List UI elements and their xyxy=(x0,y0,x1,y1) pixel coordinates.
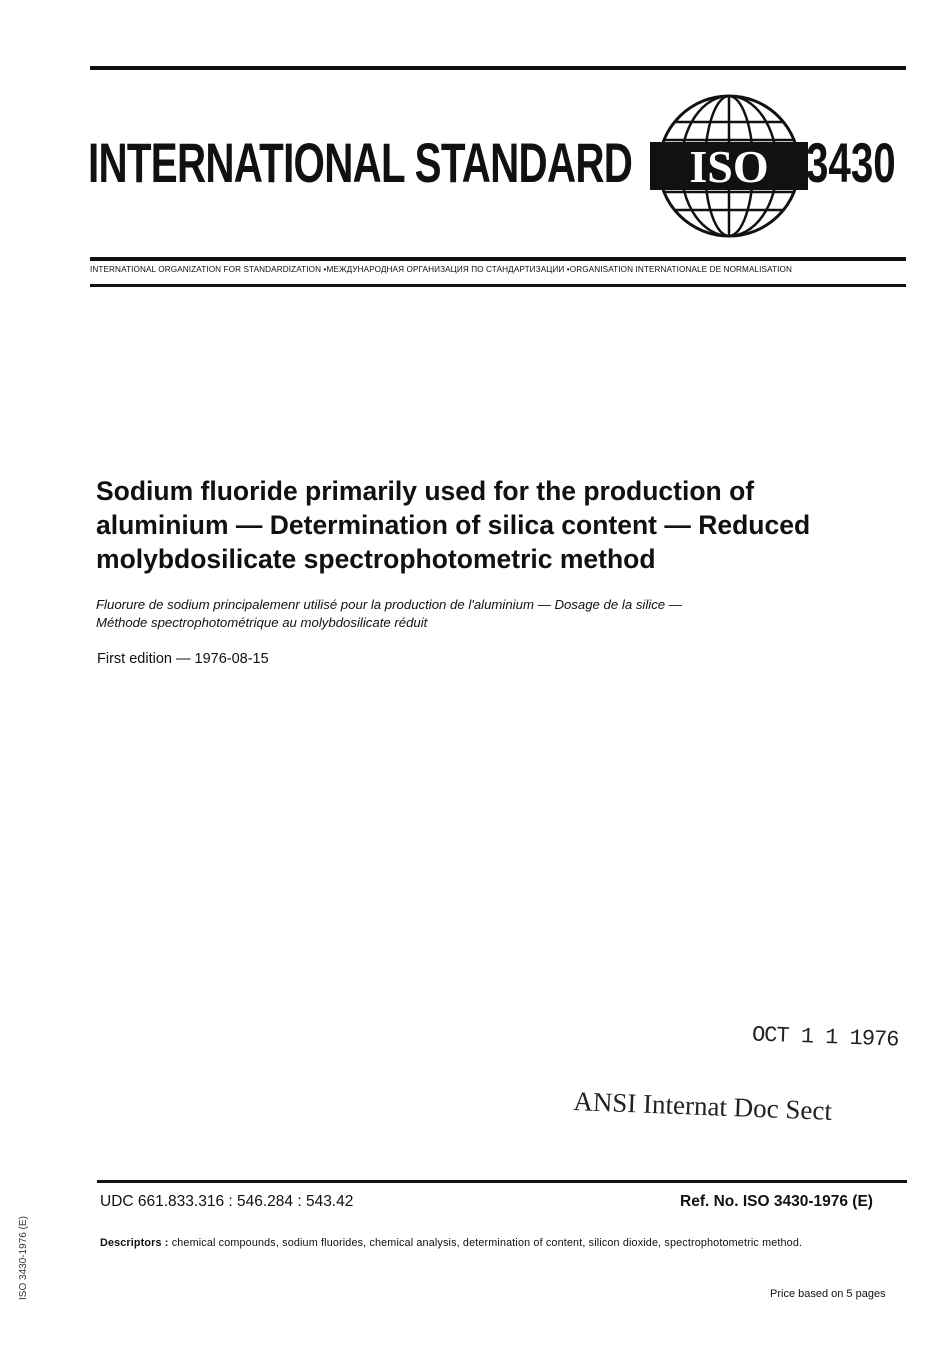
french-title xyxy=(96,596,876,632)
edition-date: First edition — 1976-08-15 xyxy=(97,651,269,667)
svg-text:ISO: ISO xyxy=(689,141,769,192)
document-title xyxy=(96,474,896,576)
french-title-line: Fluorure de sodium principalemenr utilisé pour la production de l'aluminium — Dosage de la silice — xyxy=(96,597,682,612)
footer-rule xyxy=(97,1180,907,1183)
price-note: Price based on 5 pages xyxy=(770,1288,886,1300)
header-rule xyxy=(90,257,906,261)
page-title: INTERNATIONAL STANDARD xyxy=(88,131,633,194)
org-rule xyxy=(90,284,906,287)
side-document-code: ISO 3430-1976 (E) xyxy=(18,1216,29,1300)
descriptors-label: Descriptors : xyxy=(100,1237,169,1249)
descriptors xyxy=(100,1236,908,1251)
descriptors-text: chemical compounds, sodium fluorides, chemical analysis, determination of content, silicon dioxide, spectrophotometric method. xyxy=(171,1237,803,1249)
title-line: aluminium — Determination of silica content — Reduced xyxy=(96,510,811,540)
organization-line: INTERNATIONAL ORGANIZATION FOR STANDARDIZATION •МЕЖДУНАРОДНАЯ ОРГАНИЗАЦИЯ ПО СТАНДАРТИЗАЦИИ •ORGANISATION INTERNATIONALE DE NORMALISATION xyxy=(90,265,793,274)
iso-logo xyxy=(650,92,808,240)
top-rule xyxy=(90,66,906,70)
title-line: molybdosilicate spectrophotometric method xyxy=(96,544,656,574)
french-title-line: Méthode spectrophotométrique au molybdosilicate réduit xyxy=(96,615,428,630)
received-stamp-department: ANSI Internat Doc Sect xyxy=(572,1086,833,1126)
udc-code: UDC 661.833.316 : 546.284 : 543.42 xyxy=(100,1193,354,1210)
received-stamp-date: OCT 1 1 1976 xyxy=(751,1022,899,1053)
title-line: Sodium fluoride primarily used for the production of xyxy=(96,476,755,506)
reference-number: Ref. No. ISO 3430-1976 (E) xyxy=(680,1193,873,1210)
standard-number: 3430 xyxy=(806,131,896,194)
